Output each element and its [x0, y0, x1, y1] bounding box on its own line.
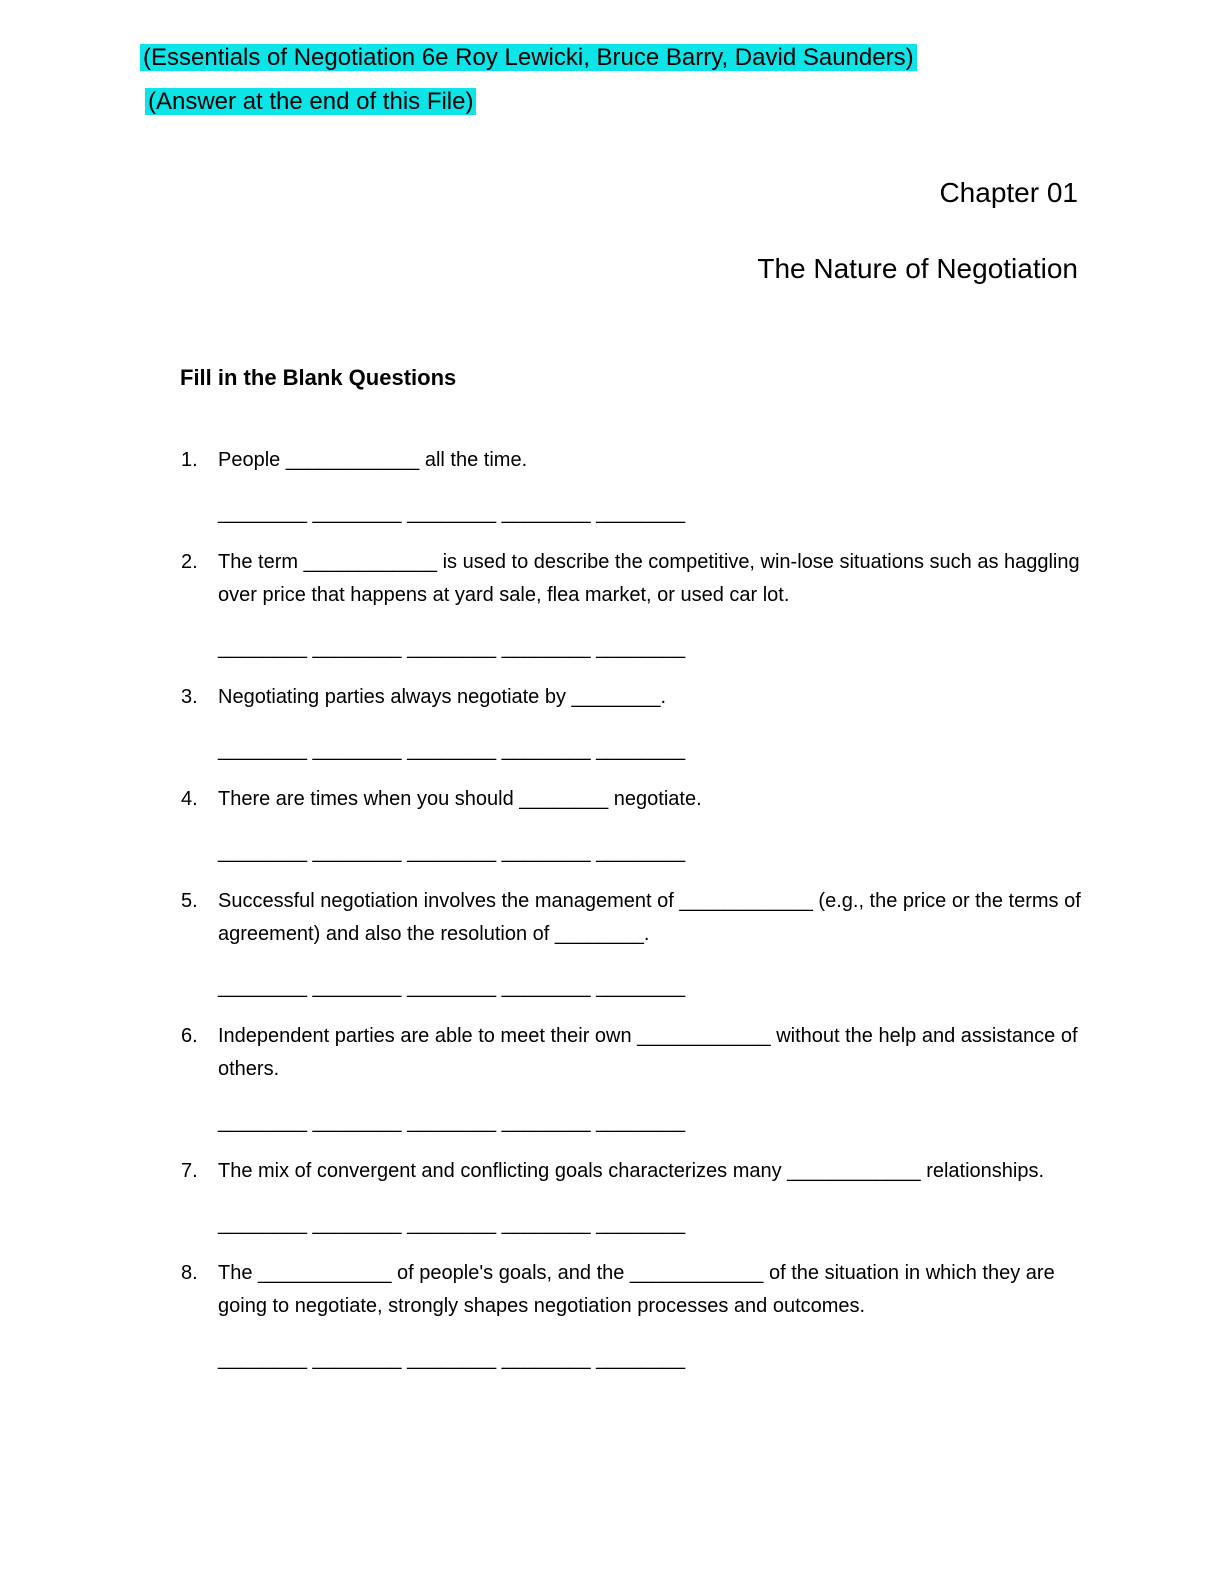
question-text: The mix of convergent and conflicting goals characterizes many ____________ relationships.	[218, 1160, 1045, 1182]
question-row	[181, 546, 1101, 612]
question-text: The ____________ of people's goals, and the ____________ of the situation in which they are going to negotiate, strongly shapes negotiation processes and outcomes.	[218, 1262, 1055, 1317]
answer-blank-line: ________ ________ ________ ________ ________	[218, 841, 686, 863]
questions-list	[181, 444, 1101, 1392]
question-item	[181, 681, 1101, 767]
question-text: Negotiating parties always negotiate by ________.	[218, 686, 667, 708]
question-row	[181, 885, 1101, 951]
chapter-title: The Nature of Negotiation	[757, 253, 1078, 284]
question-item	[181, 1257, 1101, 1376]
question-number: 6.	[181, 1025, 198, 1047]
answer-blank-line: ________ ________ ________ ________ ________	[218, 502, 686, 524]
question-row	[181, 1155, 1101, 1188]
question-number: 7.	[181, 1160, 198, 1182]
question-item	[181, 1155, 1101, 1241]
question-number: 1.	[181, 449, 198, 471]
answer-blank-line: ________ ________ ________ ________ ________	[218, 1348, 686, 1370]
question-item	[181, 885, 1101, 1004]
question-number: 8.	[181, 1262, 198, 1284]
question-number: 4.	[181, 788, 198, 810]
answer-blank-line: ________ ________ ________ ________ ________	[218, 739, 686, 761]
highlighted-note-answers: (Answer at the end of this File)	[145, 88, 476, 115]
question-text: There are times when you should ________ negotiate.	[218, 788, 702, 810]
question-row	[181, 1020, 1101, 1086]
chapter-label: Chapter 01	[939, 177, 1078, 208]
question-text: Successful negotiation involves the management of ____________ (e.g., the price or the terms of agreement) and also the resolution of ________.	[218, 890, 1081, 945]
question-row	[181, 783, 1101, 816]
question-number: 2.	[181, 551, 198, 573]
question-row	[181, 681, 1101, 714]
answer-blank-line: ________ ________ ________ ________ ________	[218, 637, 686, 659]
highlighted-note-source: (Essentials of Negotiation 6e Roy Lewicki, Bruce Barry, David Saunders)	[140, 44, 917, 71]
question-row	[181, 1257, 1101, 1323]
question-text: The term ____________ is used to describe the competitive, win-lose situations such as haggling over price that happens at yard sale, flea market, or used car lot.	[218, 551, 1080, 606]
question-number: 3.	[181, 686, 198, 708]
section-heading: Fill in the Blank Questions	[180, 365, 457, 390]
answer-blank-line: ________ ________ ________ ________ ________	[218, 1111, 686, 1133]
question-item	[181, 1020, 1101, 1139]
question-text: People ____________ all the time.	[218, 449, 528, 471]
answer-blank-line: ________ ________ ________ ________ ________	[218, 1213, 686, 1235]
question-item	[181, 783, 1101, 869]
question-number: 5.	[181, 890, 198, 912]
question-row	[181, 444, 1101, 477]
question-text: Independent parties are able to meet their own ____________ without the help and assistance of others.	[218, 1025, 1078, 1080]
question-item	[181, 546, 1101, 665]
answer-blank-line: ________ ________ ________ ________ ________	[218, 976, 686, 998]
question-item	[181, 444, 1101, 530]
